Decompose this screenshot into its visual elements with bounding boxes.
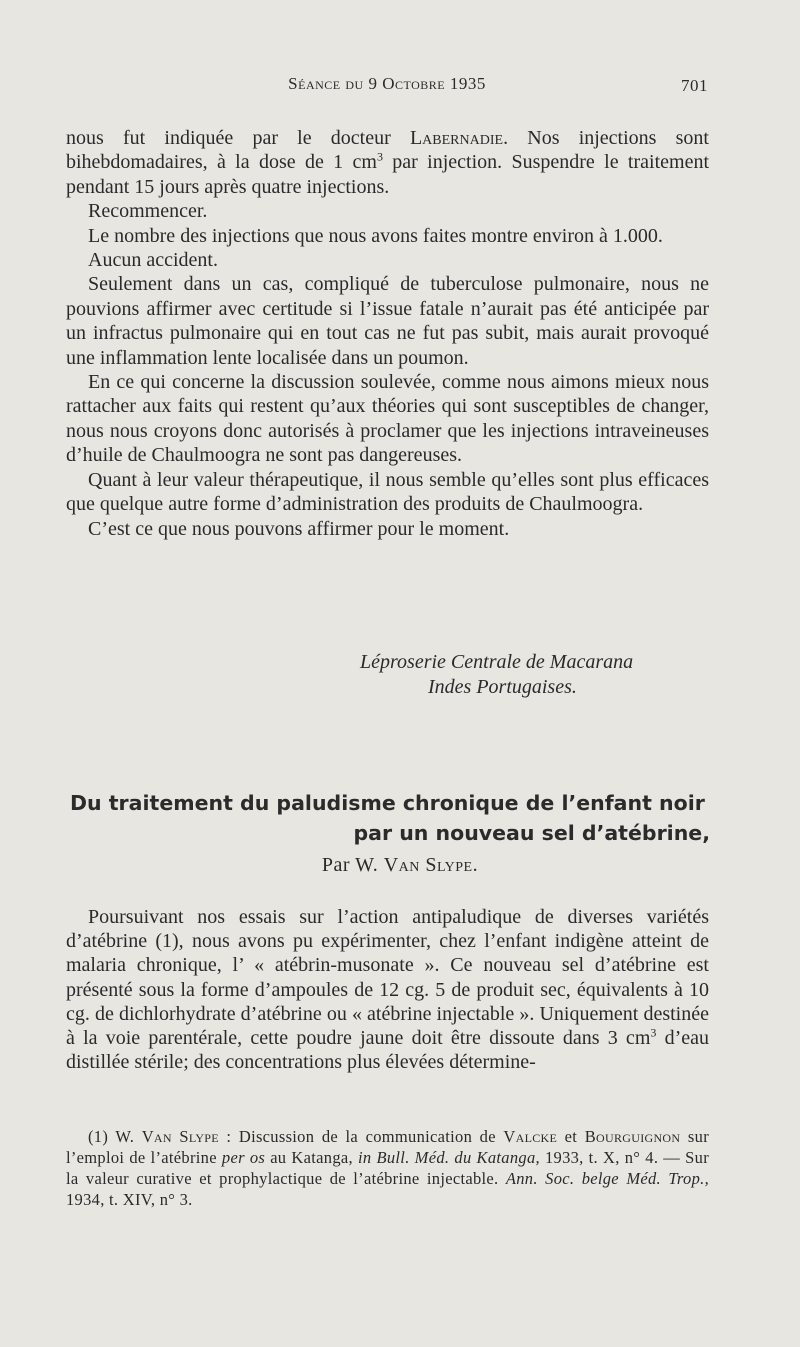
running-head — [66, 74, 708, 94]
page-number: 701 — [681, 76, 708, 95]
author-name: Van Slype. — [383, 854, 479, 876]
article-title-line: par un nouveau sel d’atébrine, — [353, 821, 710, 845]
article-title — [70, 788, 710, 848]
article-title-line: Du traitement du paludisme chronique de l’enfant noir — [70, 791, 705, 815]
paragraph: Poursuivant nos essais sur l’action antipaludique de diverses variétés d’atébrine (1), nous avons pu expérimenter, chez l’enfant indigène atteint de malaria chronique, l’ « atébrin-musonate ». Ce nouveau sel d’atébrine est présenté sous la forme d’ampoules de 12 cg. 5 de produit sec, équivalents à 10 cg. de dichlorhydrate d’atébrine ou « atébrine injectable ». Uniquement destinée à la voie parentérale, cette poudre jaune doit être dissoute dans 3 $cm^3$ d’eau distillée stérile; des concentrations plus élevées détermine- — [66, 906, 709, 1074]
paragraph: Le nombre des injections que nous avons faites montre environ à 1.000. — [88, 224, 663, 247]
paragraph: En ce qui concerne la discussion soulevée, comme nous aimons mieux nous rattacher aux faits qui restent qu’aux théories qui sont susceptibles de changer, nous nous croyons donc autorisés à proclamer que les injections intraveineuses d’huile de Chaulmoogra ne sont pas dangereuses. — [66, 371, 709, 467]
signature-line: Indes Portugaises. — [428, 676, 577, 698]
byline: Par W. Van Slype. — [321, 854, 479, 876]
article-body — [66, 905, 709, 1074]
continuation-text — [66, 126, 709, 541]
running-title: Séance du 9 Octobre 1935 — [288, 74, 486, 93]
paragraph: nous fut indiquée par le docteur Labernadie. Nos injections sont bihebdomadaires, à la dose de 1 $cm^3$ par injection. Suspendre le traitement pendant 15 jours après quatre injections. — [66, 127, 709, 198]
paragraph: C’est ce que nous pouvons affirmer pour le moment. — [88, 517, 510, 540]
signature-block — [360, 650, 633, 700]
paragraph: Recommencer. — [88, 200, 208, 223]
author-name: Labernadie — [409, 127, 504, 149]
paragraph: Quant à leur valeur thérapeutique, il nous semble qu’elles sont plus efficaces que quelque autre forme d’administration des produits de Chaulmoogra. — [66, 468, 709, 516]
footnote: (1) W. Van Slype : Discussion de la communication de Valcke et Bourguignon sur l’emploi de l’atébrine per os au Katanga, in Bull. Méd. du Katanga, 1933, t. X, n° 4. — Sur la valeur curative et prophylactique de l’atébrine injectable. Ann. Soc. belge Méd. Trop., 1934, t. XIV, n° 3. — [66, 1127, 709, 1209]
paragraph: Aucun accident. — [88, 249, 218, 272]
paragraph: Seulement dans un cas, compliqué de tuberculose pulmonaire, nous ne pouvions affirmer avec certitude si l’issue fatale n’aurait pas été anticipée par un infractus pulmonaire qui en tout cas ne fut pas subit, mais aurait provoqué une inflammation lente localisée dans un poumon. — [66, 273, 709, 369]
signature-line: Léproserie Centrale de Macarana — [360, 651, 634, 673]
